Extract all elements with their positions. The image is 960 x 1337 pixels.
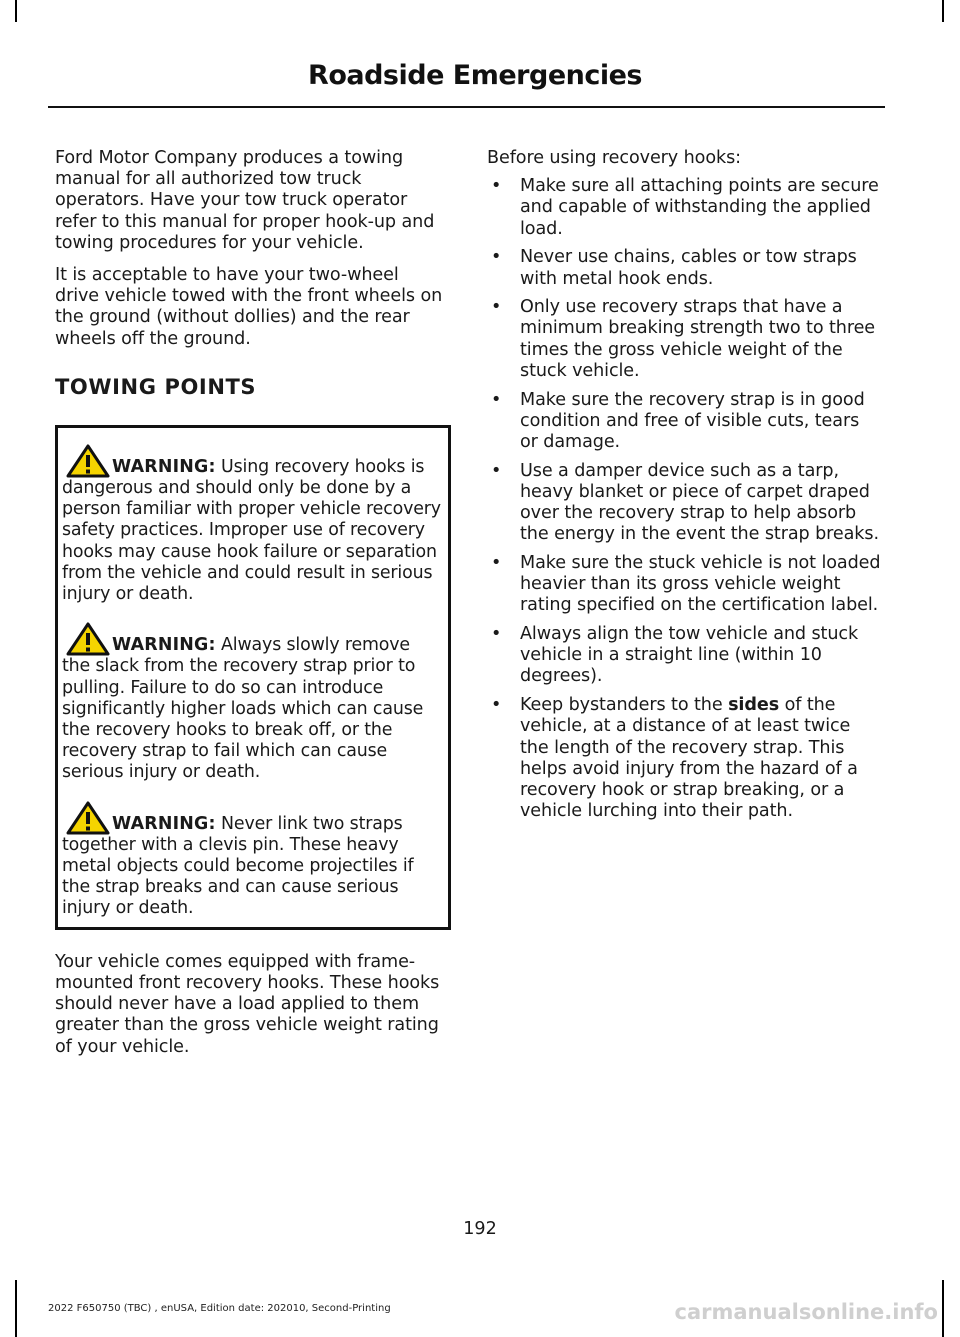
list-item	[487, 461, 882, 546]
page-number: 192	[463, 1219, 497, 1239]
list-item-text: Always align the tow vehicle and stuck vehicle in a straight line (within 10 degrees).	[520, 624, 859, 687]
bullet-dot: •	[491, 389, 502, 410]
bullet-dot: •	[491, 552, 502, 573]
bullet-dot: •	[491, 460, 502, 481]
list-item-text: Keep bystanders to the	[520, 695, 729, 716]
warning-box	[55, 425, 451, 930]
warning-triangle-icon	[66, 622, 110, 656]
bullet-dot: •	[491, 297, 502, 318]
closing-paragraph: Your vehicle comes equipped with frame-mounted front recovery hooks. These hooks should never have a load applied to them greater than the gross vehicle weight rating of your vehicle.	[55, 951, 440, 1057]
warning-label: WARNING:	[112, 456, 216, 477]
bullet-dot: •	[491, 247, 502, 268]
warning-3	[62, 801, 441, 920]
crop-mark-bottom-left-v	[15, 1280, 17, 1337]
list-item	[487, 247, 882, 289]
list-item-text: Make sure the recovery strap is in good condition and free of visible cuts, tears or damage.	[520, 389, 865, 452]
list-item	[487, 297, 882, 382]
list-item	[487, 695, 882, 822]
crop-mark-top-left-v	[15, 0, 17, 22]
warning-label: WARNING:	[112, 635, 216, 656]
bullet-dot: •	[491, 176, 502, 197]
watermark: carmanualsonline.info	[674, 1300, 938, 1324]
list-item-text: Never use chains, cables or tow straps with metal hook ends.	[520, 247, 857, 289]
warning-text: Always slowly remove the slack from the recovery strap prior to pulling. Failure to do so can introduce significantly higher loads which can cause the recovery hooks to break off, or the recovery strap to fail which can cause serious injury or death.	[62, 635, 424, 783]
section-heading: TOWING POINTS	[55, 374, 257, 399]
list-item	[487, 390, 882, 454]
crop-mark-top-right-v	[942, 0, 944, 22]
list-item-text: Only use recovery straps that have a minimum breaking strength two to three times the gross vehicle weight of the stuck vehicle.	[520, 297, 876, 381]
warning-label: WARNING:	[112, 813, 216, 834]
edition-footer: 2022 F650750 (TBC) , enUSA, Edition date: 202010, Second-Printing	[48, 1303, 391, 1314]
emphasis-sides: sides	[728, 695, 780, 716]
page-title: Roadside Emergencies	[308, 60, 642, 91]
list-item-text: Use a damper device such as a tarp, heavy blanket or piece of carpet draped over the recovery strap to help absorb the energy in the event the strap breaks.	[520, 460, 879, 545]
warning-2	[62, 622, 441, 783]
list-item-text: Make sure the stuck vehicle is not loaded heavier than its gross vehicle weight rating specified on the certification label.	[520, 552, 881, 616]
recovery-hook-checklist	[487, 176, 882, 822]
bullet-dot: •	[491, 695, 502, 716]
warning-1	[62, 444, 441, 605]
list-item	[487, 624, 882, 688]
warning-text: Never link two straps together with a clevis pin. These heavy metal objects could become projectiles if the strap breaks and can cause serious injury or death.	[62, 813, 414, 919]
bullet-dot: •	[491, 624, 502, 645]
list-item	[487, 553, 882, 617]
right-column	[487, 148, 882, 830]
left-column	[55, 148, 445, 1069]
warning-triangle-icon	[66, 444, 110, 478]
intro-paragraph-1: Ford Motor Company produces a towing manual for all authorized tow truck operators. Have your tow truck operator refer to this manual for proper hook-up and towing procedures for your vehicle.	[55, 148, 435, 253]
warning-triangle-icon	[66, 801, 110, 835]
warning-text: Using recovery hooks is dangerous and should only be done by a person familiar with proper vehicle recovery safety practices. Improper use of recovery hooks may cause hook failure or separation from the vehicle and could result in serious injury or death.	[62, 456, 441, 605]
crop-mark-bottom-right-v	[942, 1280, 944, 1337]
list-item	[487, 176, 882, 240]
bullets-intro: Before using recovery hooks:	[487, 148, 741, 168]
list-item-text: of the vehicle, at a distance of at least twice the length of the recovery strap. This helps avoid injury from the hazard of a recovery hook or strap breaking, or a vehicle lurching into their path.	[520, 695, 858, 822]
header-rule	[48, 106, 885, 108]
intro-paragraph-2: It is acceptable to have your two-wheel drive vehicle towed with the front wheels on the ground (without dollies) and the rear wheels off the ground.	[55, 265, 443, 349]
list-item-text: Make sure all attaching points are secure and capable of withstanding the applied load.	[520, 176, 879, 239]
